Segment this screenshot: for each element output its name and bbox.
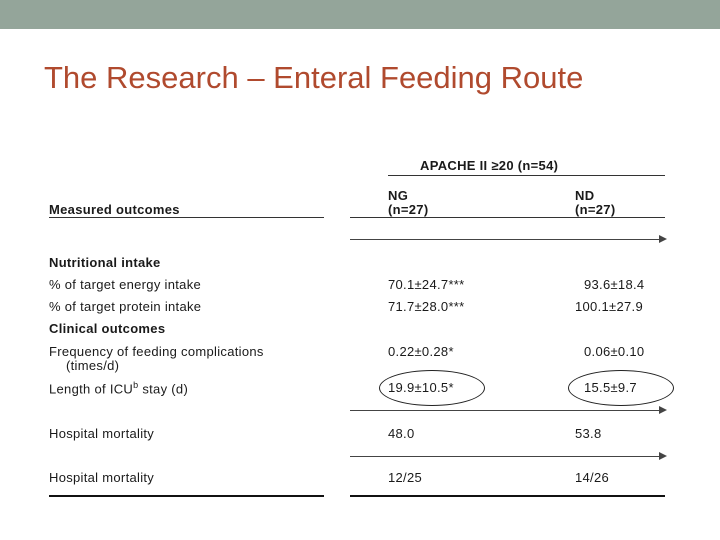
- nd-column-n: (n=27): [575, 202, 616, 217]
- table-cell-ng: 0.22±0.28*: [388, 344, 454, 359]
- table-cell-nd: 15.5±9.7: [584, 380, 637, 395]
- table-cell-nd: 100.1±27.9: [575, 299, 643, 314]
- table-cell-nd: 53.8: [575, 426, 602, 441]
- table-row-label-cont: (times/d): [66, 358, 120, 373]
- table-cell-ng: 19.9±10.5*: [388, 380, 454, 395]
- table-cell-ng: 12/25: [388, 470, 423, 485]
- table-cell-ng: 71.7±28.0***: [388, 299, 465, 314]
- bottom-rule-right: [350, 495, 665, 497]
- table-row-label: Nutritional intake: [49, 255, 161, 270]
- row-arrow-line: [350, 456, 665, 457]
- table-row-label: Frequency of feeding complications: [49, 344, 264, 359]
- table-row-label: Clinical outcomes: [49, 321, 166, 336]
- highlight-circle-ng: [379, 370, 485, 406]
- group-header-rule: [388, 175, 665, 176]
- row-arrow-line: [350, 410, 665, 411]
- bottom-rule-left: [49, 495, 324, 497]
- apache-group-header: APACHE II ≥20 (n=54): [420, 158, 559, 173]
- table-cell-nd: 14/26: [575, 470, 610, 485]
- ng-column-n: (n=27): [388, 202, 429, 217]
- table-cell-ng: 70.1±24.7***: [388, 277, 465, 292]
- nd-column-header: ND: [575, 188, 595, 203]
- header-arrow-line: [350, 239, 665, 240]
- ng-column-header: NG: [388, 188, 409, 203]
- table-row-label: Hospital mortality: [49, 470, 155, 485]
- table-row-label: % of target protein intake: [49, 299, 202, 314]
- header-rule-right: [350, 217, 665, 218]
- highlight-circle-nd: [568, 370, 674, 406]
- table-row-label: Hospital mortality: [49, 426, 155, 441]
- table-cell-nd: 0.06±0.10: [584, 344, 645, 359]
- slide-title: The Research – Enteral Feeding Route: [44, 60, 584, 95]
- measured-outcomes-header: Measured outcomes: [49, 202, 180, 217]
- table-cell-ng: 48.0: [388, 426, 415, 441]
- table-row-label: % of target energy intake: [49, 277, 202, 292]
- table-row-label: Length of ICU$^b$ stay (d): [49, 380, 189, 397]
- header-rule-left: [49, 217, 324, 218]
- table-cell-nd: 93.6±18.4: [584, 277, 645, 292]
